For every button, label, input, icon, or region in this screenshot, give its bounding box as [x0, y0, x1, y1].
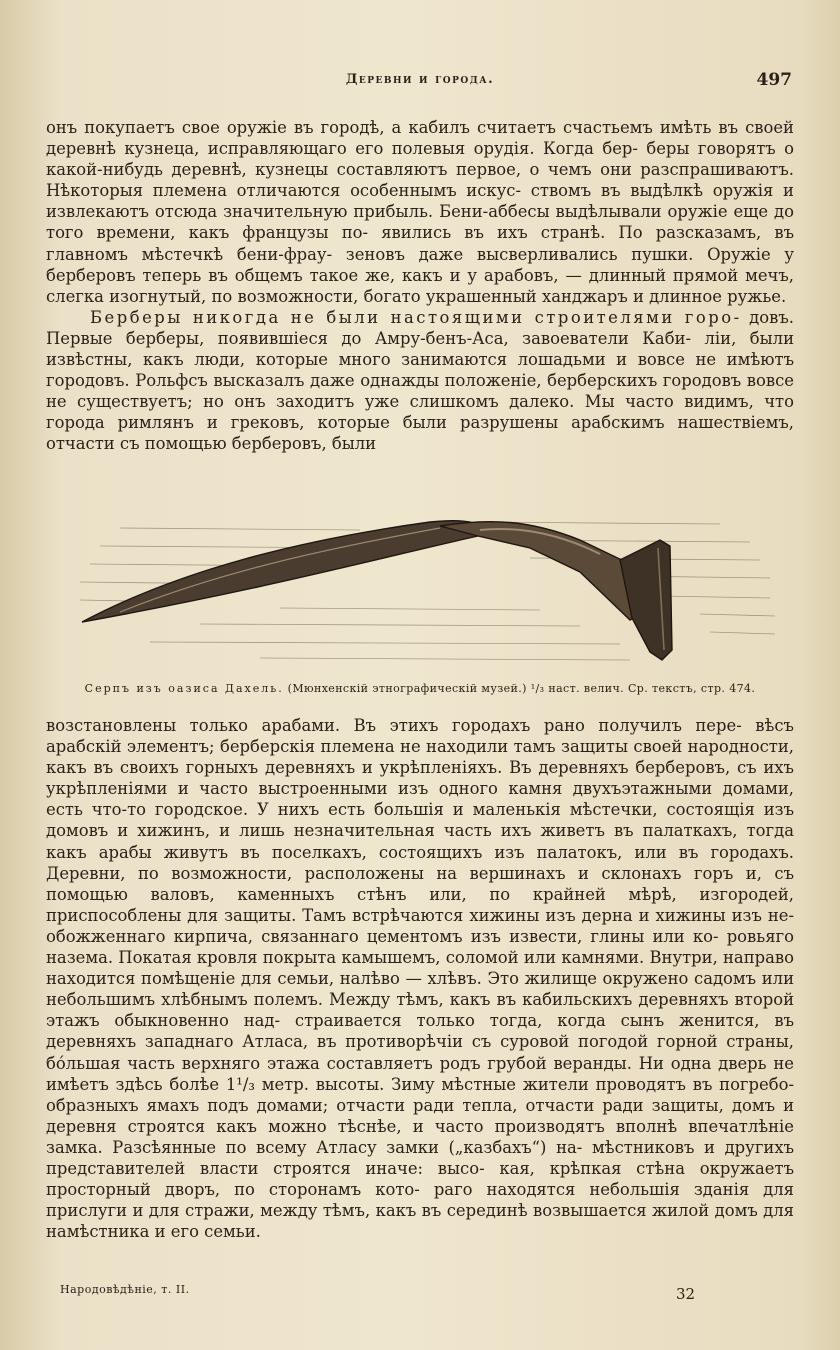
- sickle-engraving-icon: [60, 500, 780, 680]
- text-line: вовсе не имѣютъ городовъ. Рольфсъ высказалъ даже однажды положеніе,: [46, 350, 794, 391]
- page-header: [48, 70, 792, 100]
- paragraph-towns: [46, 307, 794, 455]
- text-line: ліи, были извѣстны, какъ люди, которые много занимаются лошадьми и: [46, 328, 794, 370]
- text-line: для защиты. Тамъ встрѣчаются хижины изъ дерна и хижины изъ не-: [187, 905, 794, 925]
- text-line: ровьяго назема. Покатая кровля покрыта камышемъ, соломой или камнями.: [46, 926, 794, 968]
- sickle-figure: [60, 500, 780, 680]
- text-line: раго находятся небольшія зданія для прислуги и для стражи, между тѣмъ,: [46, 1180, 794, 1221]
- text-line: по возможности, богато украшенный ханджаръ и длинное ружье.: [211, 286, 787, 306]
- text-line: жилище окружено садомъ или небольшимъ хлѣбнымъ полемъ. Между: [46, 969, 794, 1010]
- text-line: большія и маленькія мѣстечки, состоящія изъ домовъ и хижинъ, и лишь: [46, 800, 795, 841]
- text-line: одного камня двухъэтажными домами, есть что-то городское. У нихъ есть: [46, 779, 794, 820]
- body-text-bottom: [46, 715, 794, 1242]
- text-line: такое же, какъ и у арабовъ, — длинный прямой мечъ, слегка изогнутый,: [46, 265, 795, 306]
- text-line: берберскихъ городовъ вовсе не существуетъ; но онъ заходитъ уже слишкомъ: [46, 371, 794, 412]
- text-line: разрушены арабскимъ нашествіемъ, отчасти съ помощью берберовъ, были: [46, 413, 794, 454]
- text-line: возстановлены только арабами. Въ этихъ городахъ рано получилъ пере-: [46, 716, 742, 735]
- text-line: Бени-аббесы выдѣлывали оружіе еще до того времени, какъ французы по-: [46, 202, 794, 243]
- text-line: здѣсь болѣе 1¹/₃ метр. высоты. Зиму мѣстные жители проводятъ въ погребо-: [115, 1074, 794, 1094]
- text-line: беры говорятъ о какой-нибудь деревнѣ, кузнецы составляютъ первое, о чемъ: [46, 139, 795, 180]
- text-line: тѣмъ, какъ въ кабильскихъ деревняхъ второй этажъ обыкновенно над-: [46, 990, 795, 1031]
- text-line: мѣстниковъ и другихъ представителей власти строятся иначе: высо-: [46, 1137, 795, 1178]
- text-line: явились въ ихъ странѣ. По разсказамъ, въ главномъ мѣстечкѣ бени-фрау-: [46, 223, 794, 264]
- figure-caption: [46, 682, 794, 695]
- text-line: въ своей деревнѣ кузнеца, исправляющаго его полевыя орудія. Когда бер-: [46, 118, 794, 159]
- text-line: страивается только тогда, когда сынъ женится, въ деревняхъ западнаго: [46, 1011, 795, 1052]
- text-line: Въ деревняхъ берберовъ, съ ихъ укрѣпленіями и часто выстроенными изъ: [46, 758, 794, 799]
- paragraph-villages: [46, 715, 794, 1242]
- text-line: довъ. Первые берберы, появившіеся до Амру-бенъ-Аса, завоеватели Каби-: [46, 307, 794, 348]
- text-line: въ поселкахъ, состоящихъ изъ палатокъ, или въ городахъ. Деревни, по: [46, 842, 794, 883]
- text-line: ствомъ въ выдѣлкѣ оружія и извлекаютъ отсюда значительную прибыль.: [46, 181, 794, 222]
- running-head: Деревни и города.: [345, 72, 495, 87]
- text-line: они разспрашиваютъ. Нѣкоторыя племена отличаются особеннымъ искус-: [46, 160, 794, 201]
- paragraph-weapons: [46, 117, 794, 307]
- text-line: образныхъ ямахъ подъ домами; отчасти ради тепла, отчасти ради защиты,: [46, 1095, 724, 1115]
- sheet-number: 32: [676, 1285, 696, 1303]
- text-line: впечатлѣніе замка. Разсѣянные по всему Атласу замки („казбахъ“) на-: [46, 1116, 794, 1157]
- text-line: незначительная часть ихъ живетъ въ палаткахъ, тогда какъ арабы живутъ: [46, 821, 794, 862]
- text-line: зеновъ даже высверливались пушки. Оружіе у берберовъ теперь въ общемъ: [46, 244, 794, 285]
- text-line: вѣсъ арабскій элементъ; берберскія племена не находили тамъ защиты: [46, 716, 794, 757]
- text-line: кая, крѣпкая стѣна окружаетъ просторный дворъ, по сторонамъ кото-: [46, 1158, 794, 1200]
- text-line: верхняго этажа составляетъ родъ грубой веранды. Ни одна дверь не имѣетъ: [46, 1053, 794, 1094]
- caption-title: Серпъ изъ оазиса Дахель.: [84, 682, 284, 695]
- page-number: 497: [756, 70, 792, 90]
- text-line: какъ въ серединѣ возвышается жилой домъ для намѣстника и его семьи.: [46, 1201, 794, 1242]
- signature-mark: Народовѣдѣніе, т. II.: [60, 1283, 190, 1296]
- spaced-lead: Берберы никогда не были настоящими строителями горо-: [90, 307, 742, 327]
- text-line: Атласа, въ противорѣчіи съ суровой погодой горной страны, бо́льшая часть: [46, 1032, 794, 1073]
- text-line: возможности, расположены на вершинахъ и склонахъ горъ и, съ помощью: [46, 863, 794, 904]
- caption-details: (Мюнхенскій этнографическій музей.) ¹/₃ наст. велич. Ср. текстъ, стр. 474.: [287, 682, 756, 695]
- text-line: обожженнаго кирпича, связаннаго цементомъ изъ извести, глины или ко-: [46, 926, 719, 946]
- body-text-top: [46, 117, 794, 455]
- text-line: своей народности, какъ въ своихъ горныхъ деревняхъ и укрѣпленіяхъ.: [46, 737, 795, 778]
- text-line: валовъ, каменныхъ стѣнъ или, по крайней мѣрѣ, изгородей, приспособлены: [46, 884, 795, 925]
- text-line: далеко. Мы часто видимъ, что города римлянъ и грековъ, которые были: [46, 392, 794, 433]
- text-line: Внутри, направо находится помѣщеніе для семьи, налѣво — хлѣвъ. Это: [46, 948, 794, 989]
- text-line: домъ и деревня строятся какъ можно тѣснѣе, и часто производятъ вполнѣ: [46, 1095, 795, 1136]
- text-line: онъ покупаетъ свое оружіе въ городѣ, а кабилъ считаетъ счастьемъ имѣть: [46, 118, 712, 137]
